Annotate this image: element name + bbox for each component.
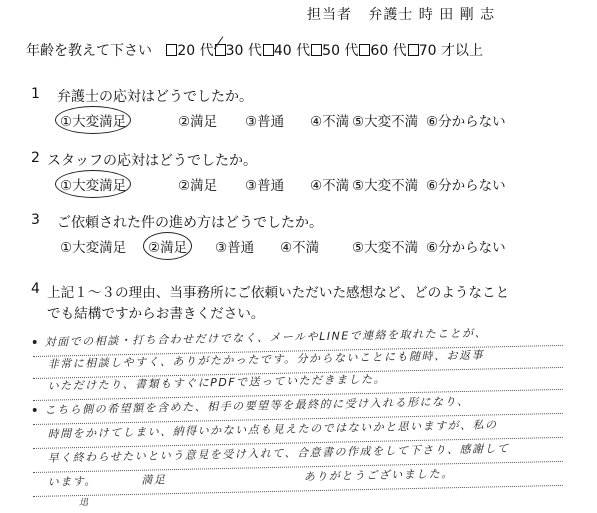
question-text-line1: 上記１～３の理由、当事務所にご依頼いただいた感想など、どのようなこと: [47, 285, 510, 301]
insertion-mark: 迅: [79, 498, 89, 508]
age-checkbox-50[interactable]: [311, 44, 322, 56]
q3-option-satisfied[interactable]: ②満足: [148, 236, 187, 256]
age-option-label: 40 代: [273, 43, 311, 59]
age-checkbox-30[interactable]: [215, 44, 226, 56]
age-checkbox-60[interactable]: [359, 44, 370, 56]
q3-option-dissatisfied[interactable]: ④不満: [280, 240, 320, 256]
staff-label: 担当者: [307, 7, 352, 23]
q2-option-very-dissatisfied[interactable]: ⑤大変不満: [352, 178, 419, 194]
q1-option-unknown[interactable]: ⑥分からない: [426, 114, 506, 130]
q2-option-satisfied[interactable]: ②満足: [178, 178, 218, 194]
comment-line: います。 満足 ありがとうございました。: [33, 463, 563, 497]
question-text: スタッフの応対はどうでしたか。: [47, 153, 257, 169]
q1-option-dissatisfied[interactable]: ④不満: [310, 114, 350, 130]
question-2-options: [60, 174, 506, 194]
age-checkbox-20[interactable]: [166, 44, 177, 56]
question-text-line2: でも結構ですからお書きください。: [47, 306, 265, 322]
staff-name: 弁護士 時 田 剛 志: [368, 7, 496, 23]
q2-option-very-satisfied[interactable]: ①大変満足: [60, 174, 126, 194]
comment-line: 早く終わらせたいという意見を受け入れて、合意書の作成をして下さり、感謝して: [33, 439, 563, 473]
question-number: 2: [31, 150, 40, 166]
age-checkbox-70[interactable]: [408, 44, 419, 56]
q3-option-neutral[interactable]: ③普通: [215, 240, 255, 256]
age-prompt: 年齢を教えて下さい: [26, 43, 152, 59]
question-1-options: [60, 110, 506, 130]
question-3-options: [60, 236, 506, 256]
comment-line: 対面での相談・打ち合わせだけでなく、メールやLINEで連絡を取れたことが、: [33, 323, 563, 357]
age-option-label: 60 代: [370, 43, 407, 59]
q2-option-unknown[interactable]: ⑥分からない: [426, 178, 506, 194]
q2-option-neutral[interactable]: ③普通: [245, 178, 285, 194]
age-option-label: 30 代: [225, 43, 262, 59]
comment-line: 非常に相談しやすく、ありがたかったです。分からないことにも随時、お返事: [33, 345, 563, 379]
q3-option-very-dissatisfied[interactable]: ⑤大変不満: [352, 240, 419, 256]
question-number: 3: [31, 212, 40, 228]
age-checkbox-40[interactable]: [263, 44, 274, 56]
question-number: 1: [31, 86, 40, 102]
age-option-label: 70 才以上: [418, 43, 483, 59]
age-question: [26, 40, 483, 60]
comment-line: 時間をかけてしまい、納得いかない点も見えたのではないかと思いますが、私の: [33, 415, 563, 449]
question-text: 弁護士の応対はどうでしたか。: [57, 89, 253, 105]
q1-option-very-dissatisfied[interactable]: ⑤大変不満: [352, 114, 419, 130]
comment-area[interactable]: [33, 326, 563, 508]
question-number: 4: [31, 281, 40, 297]
q1-option-very-satisfied[interactable]: ①大変満足: [60, 110, 126, 130]
q1-option-neutral[interactable]: ③普通: [245, 114, 285, 130]
bullet-icon: [33, 340, 37, 344]
comment-line: こちら側の希望額を含めた、相手の要望等を最終的に受け入れる形になり、: [33, 391, 563, 425]
bullet-icon: [33, 408, 37, 412]
q1-option-satisfied[interactable]: ②満足: [178, 114, 218, 130]
staff-header: [307, 4, 495, 24]
question-text: ご依頼された件の進め方はどうでしたか。: [57, 215, 323, 231]
age-option-label: 50 代: [322, 43, 359, 59]
q3-option-very-satisfied[interactable]: ①大変満足: [60, 240, 127, 256]
q3-option-unknown[interactable]: ⑥分からない: [426, 240, 506, 256]
q2-option-dissatisfied[interactable]: ④不満: [310, 178, 350, 194]
comment-line: いただけたり、書類もすぐにPDFで送っていただきました。: [33, 367, 563, 401]
age-option-label: 20 代: [177, 43, 214, 59]
